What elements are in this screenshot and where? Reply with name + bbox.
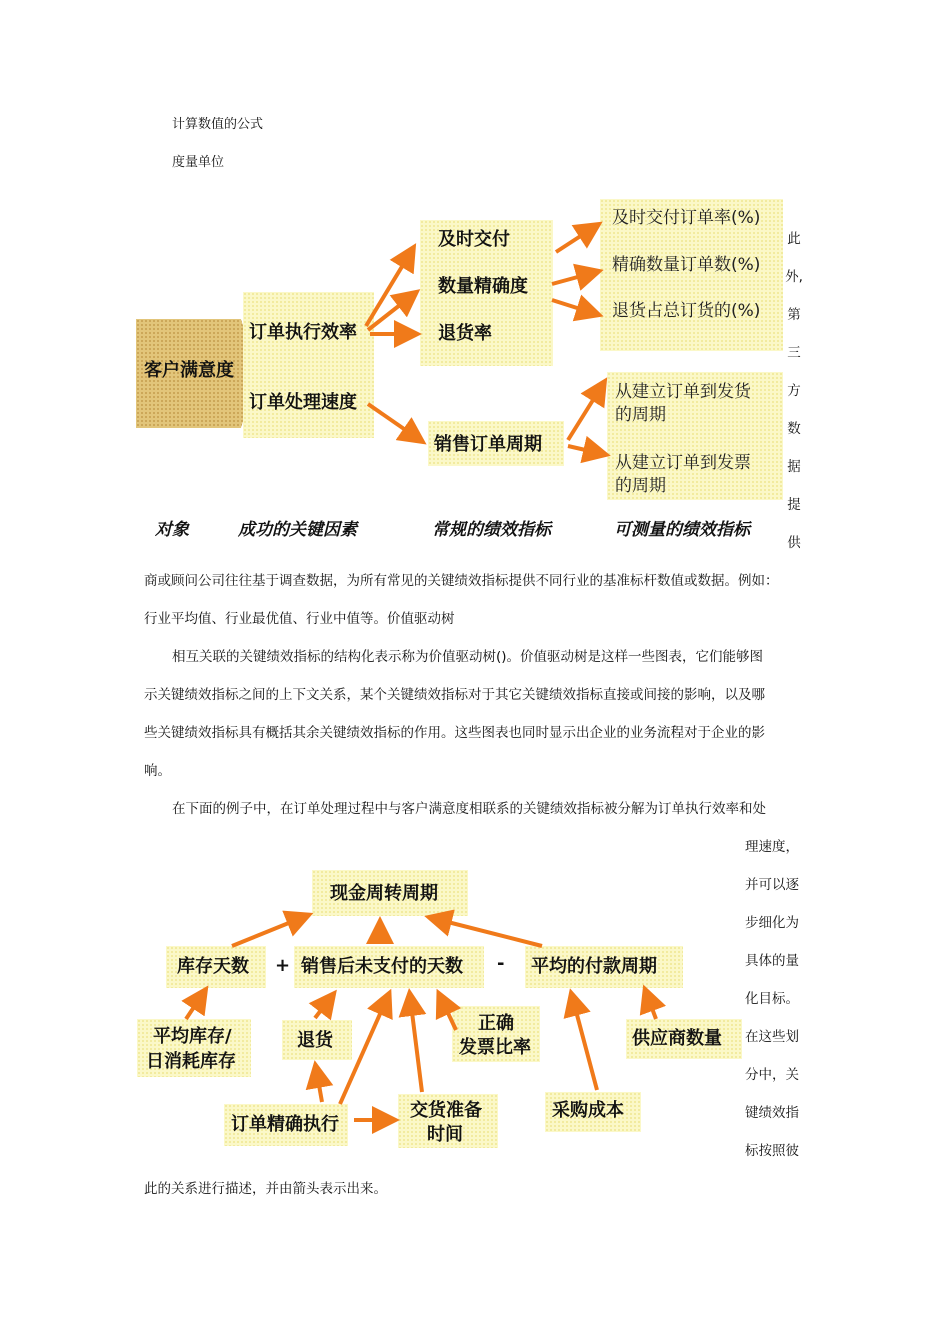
paragraph-line: 商或顾问公司往往基于调查数据，为所有常见的关键绩效指标提供不同行业的基准标杆数值或数据。例如： bbox=[144, 573, 779, 589]
category-object: 对象 bbox=[155, 520, 189, 540]
indicator-quantity: 数量精确度 bbox=[438, 276, 528, 297]
node-cash-cycle: 现金周转周期 bbox=[330, 883, 438, 904]
node-delivery-prep-2: 时间 bbox=[427, 1124, 463, 1145]
node-payment-cycle: 平均的付款周期 bbox=[531, 956, 657, 977]
root-node-label: 客户满意度 bbox=[144, 360, 234, 381]
side-char: 据 bbox=[787, 459, 801, 475]
side-char: 提 bbox=[787, 497, 801, 513]
measure-order-to-ship-1: 从建立订单到发货 bbox=[615, 382, 751, 402]
factor-order-speed: 订单处理速度 bbox=[249, 392, 357, 413]
arrow bbox=[552, 272, 596, 284]
node-order-exec: 订单精确执行 bbox=[231, 1114, 339, 1135]
measure-ontime-rate: 及时交付订单率(%) bbox=[612, 208, 761, 228]
node-suppliers: 供应商数量 bbox=[632, 1028, 722, 1049]
arrow bbox=[315, 996, 332, 1018]
arrow bbox=[556, 226, 596, 252]
node-inventory-days: 库存天数 bbox=[177, 956, 249, 977]
node-invoice-1: 正确 bbox=[478, 1013, 514, 1034]
arrow bbox=[368, 404, 420, 440]
side-char: 此 bbox=[787, 231, 801, 247]
arrow bbox=[646, 992, 656, 1019]
paragraph-line: 示关键绩效指标之间的上下文关系，某个关键绩效指标对于其它关键绩效指标直接或间接的影响，以及哪 bbox=[144, 687, 765, 703]
arrow bbox=[340, 996, 388, 1104]
category-measurable-kpi: 可测量的绩效指标 bbox=[614, 520, 750, 540]
measure-order-to-ship-2: 的周期 bbox=[615, 405, 666, 425]
diagram2-arrows bbox=[186, 916, 656, 1120]
side-line: 具体的量 bbox=[745, 953, 799, 969]
category-success-factors: 成功的关键因素 bbox=[238, 520, 357, 540]
category-regular-kpi: 常规的绩效指标 bbox=[432, 520, 551, 540]
node-delivery-prep-1: 交货准备 bbox=[410, 1100, 482, 1121]
header-line-unit: 度量单位 bbox=[172, 155, 225, 170]
indicator-order-cycle: 销售订单周期 bbox=[434, 434, 542, 455]
node-avg-inventory-2: 日消耗库存 bbox=[146, 1051, 236, 1072]
paragraph-line: 相互关联的关键绩效指标的结构化表示称为价值驱动树()。价值驱动树是这样一些图表，它们能够图 bbox=[172, 649, 764, 665]
arrow bbox=[572, 996, 597, 1090]
side-line: 分中，关 bbox=[745, 1067, 799, 1083]
measure-returns-rate: 退货占总订货的(%) bbox=[612, 301, 761, 321]
arrow bbox=[232, 916, 306, 946]
node-unpaid-days: 销售后未支付的天数 bbox=[301, 956, 463, 977]
side-char: 第 bbox=[787, 307, 801, 323]
paragraph-line: 此的关系进行描述，并由箭头表示出来。 bbox=[144, 1181, 387, 1197]
side-line: 键绩效指 bbox=[745, 1105, 799, 1121]
factor-order-efficiency: 订单执行效率 bbox=[249, 322, 357, 343]
arrow bbox=[568, 446, 603, 454]
indicator-ontime: 及时交付 bbox=[438, 229, 510, 250]
paragraph-line: 行业平均值、行业最优值、行业中值等。价值驱动树 bbox=[144, 611, 455, 627]
arrow bbox=[410, 996, 422, 1092]
node-avg-inventory-1: 平均库存/ bbox=[153, 1026, 232, 1047]
measure-order-to-invoice-1: 从建立订单到发票 bbox=[615, 453, 751, 473]
side-char: 数 bbox=[787, 421, 801, 437]
arrow bbox=[432, 918, 542, 946]
arrow bbox=[186, 992, 204, 1019]
diagram1-arrows bbox=[366, 226, 603, 454]
header-line-formula: 计算数值的公式 bbox=[172, 117, 264, 132]
measure-quantity-rate: 精确数量订单数(%) bbox=[612, 255, 761, 275]
side-line: 理速度， bbox=[745, 839, 799, 855]
paragraph-line: 响。 bbox=[144, 763, 171, 779]
side-line: 步细化为 bbox=[745, 915, 799, 931]
node-invoice-2: 发票比率 bbox=[459, 1037, 531, 1058]
measure-order-to-invoice-2: 的周期 bbox=[615, 476, 666, 496]
node-returns: 退货 bbox=[297, 1030, 333, 1051]
side-char: 外, bbox=[785, 269, 803, 285]
node-purchase-cost: 采购成本 bbox=[552, 1100, 624, 1121]
paragraph-line: 在下面的例子中，在订单处理过程中与客户满意度相联系的关键绩效指标被分解为订单执行效率和处 bbox=[172, 801, 766, 817]
side-char: 方 bbox=[787, 383, 801, 399]
side-line: 标按照彼 bbox=[745, 1143, 799, 1159]
side-line: 并可以逐 bbox=[745, 877, 799, 893]
arrow bbox=[316, 1068, 322, 1102]
arrow bbox=[552, 300, 596, 314]
operator-minus: - bbox=[497, 953, 505, 974]
paragraph-line: 些关键绩效指标具有概括其余关键绩效指标的作用。这些图表也同时显示出企业的业务流程对于企业的影 bbox=[144, 725, 765, 741]
operator-plus: + bbox=[275, 955, 291, 976]
indicator-returns: 退货率 bbox=[438, 323, 492, 344]
side-char: 三 bbox=[787, 345, 801, 361]
side-char: 供 bbox=[787, 535, 801, 551]
side-line: 化目标。 bbox=[745, 991, 799, 1007]
arrow bbox=[568, 384, 603, 440]
arrow bbox=[440, 996, 456, 1030]
side-line: 在这些划 bbox=[745, 1029, 799, 1045]
